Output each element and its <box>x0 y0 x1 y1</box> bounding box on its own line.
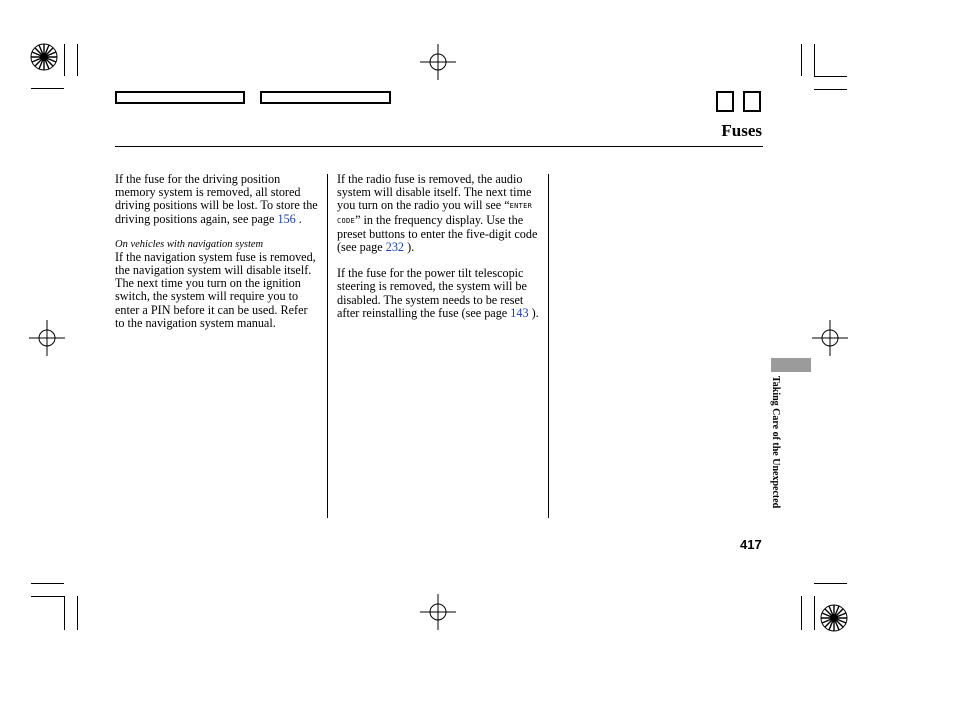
paragraph-radio-fuse <box>337 173 541 254</box>
page-link-232[interactable]: 232 <box>385 240 405 255</box>
header-square-left <box>716 91 734 112</box>
paragraph-steering-fuse <box>337 267 541 320</box>
title-rule <box>115 146 763 147</box>
header-square-right <box>743 91 761 112</box>
page-title: Fuses <box>721 121 762 140</box>
registration-target-left <box>29 320 65 356</box>
paragraph-text: If the fuse for the driving position memory system is removed, all stored driving positions will be lost. To store the driving positions again, see page <box>115 172 318 226</box>
starburst-mark-bottom-right <box>820 604 848 632</box>
paragraph-navigation-fuse: If the navigation system fuse is removed, the navigation system will disable itself. The next time you turn on the ignition switch, the system will require you to enter a PIN before it can be used. Refer to the navigation system manual. <box>115 249 316 330</box>
paragraph-text: If the fuse for the power tilt telescopic steering is removed, the system will be disabled. The system needs to be reset after reinstalling the fuse (see page <box>337 266 527 320</box>
column-2 <box>337 173 541 320</box>
enter-code-display: ENTER CODE <box>337 202 533 225</box>
paragraph-memory-fuse <box>115 173 320 226</box>
registration-target-right <box>812 320 848 356</box>
header-bar-right <box>260 91 391 104</box>
paragraph-end: ). <box>531 305 539 320</box>
registration-target-bottom <box>420 594 456 630</box>
section-tab <box>771 358 811 372</box>
column-divider-2 <box>548 174 549 518</box>
paragraph-end: ). <box>407 240 415 255</box>
page-link-143[interactable]: 143 <box>510 305 529 320</box>
paragraph-text-cont: ” in the frequency display. Use the preset buttons to enter the five-digit code (see page <box>337 212 538 255</box>
paragraph-end: . <box>298 211 302 226</box>
page-link-156[interactable]: 156 <box>277 211 296 226</box>
header-bar-left <box>115 91 245 104</box>
column-1 <box>115 173 320 330</box>
page-number: 417 <box>740 537 762 552</box>
registration-target-top <box>420 44 456 80</box>
navigation-note: On vehicles with navigation system <box>115 238 264 250</box>
column-divider-1 <box>327 174 328 518</box>
section-tab-label: Taking Care of the Unexpected <box>770 376 781 509</box>
starburst-mark-top-left <box>30 43 58 71</box>
paragraph-text: If the radio fuse is removed, the audio system will disable itself. The next time you turn on the radio you will see “ <box>337 172 532 213</box>
